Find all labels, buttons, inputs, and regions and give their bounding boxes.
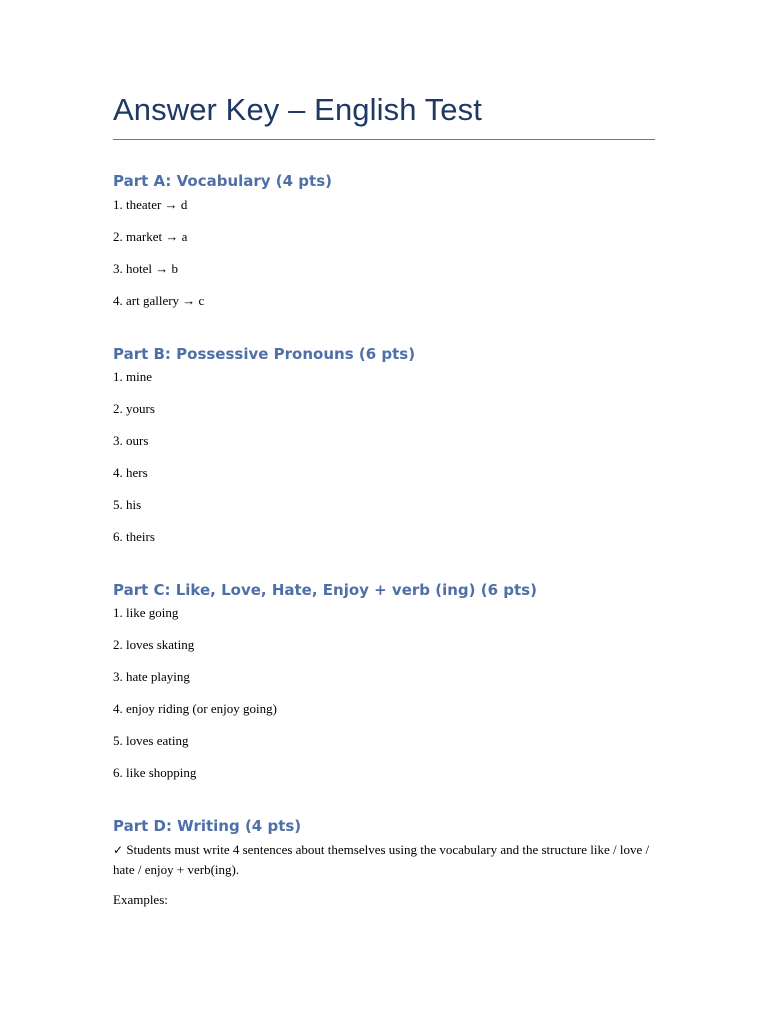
answer-item: 2. yours [113, 401, 155, 416]
answer-item: 3. hate playing [113, 669, 190, 684]
writing-instruction [113, 840, 658, 879]
answer-item: 1. theater → d [113, 197, 188, 212]
answer-item: 4. hers [113, 465, 148, 480]
title-underline [113, 139, 655, 140]
answer-item: 1. mine [113, 369, 152, 384]
answer-item: 6. theirs [113, 529, 155, 544]
answer-item: 2. loves skating [113, 637, 195, 652]
answer-item: 5. his [113, 497, 142, 512]
answer-item: 4. art gallery → c [113, 293, 205, 308]
answer-item: 4. enjoy riding (or enjoy going) [113, 701, 277, 716]
answer-item: 5. loves eating [113, 733, 189, 748]
answer-item: 6. like shopping [113, 765, 197, 780]
section-heading-part-d: Part D: Writing (4 pts) [113, 817, 302, 835]
section-heading-part-b: Part B: Possessive Pronouns (6 pts) [113, 345, 416, 363]
answer-item: 3. ours [113, 433, 149, 448]
checkmark-icon: ✓ [113, 843, 124, 857]
page-title: Answer Key – English Test [113, 92, 482, 127]
section-heading-part-a: Part A: Vocabulary (4 pts) [113, 172, 333, 190]
writing-instruction-text: Students must write 4 sentences about themselves using the vocabulary and the structure like / love / hate / enjoy + verb(ing). [113, 842, 650, 877]
answer-item: 1. like going [113, 605, 179, 620]
answer-item: 3. hotel → b [113, 261, 178, 276]
examples-label: Examples: [113, 892, 168, 907]
section-heading-part-c: Part C: Like, Love, Hate, Enjoy + verb (ing) (6 pts) [113, 581, 537, 599]
answer-item: 2. market → a [113, 229, 188, 244]
